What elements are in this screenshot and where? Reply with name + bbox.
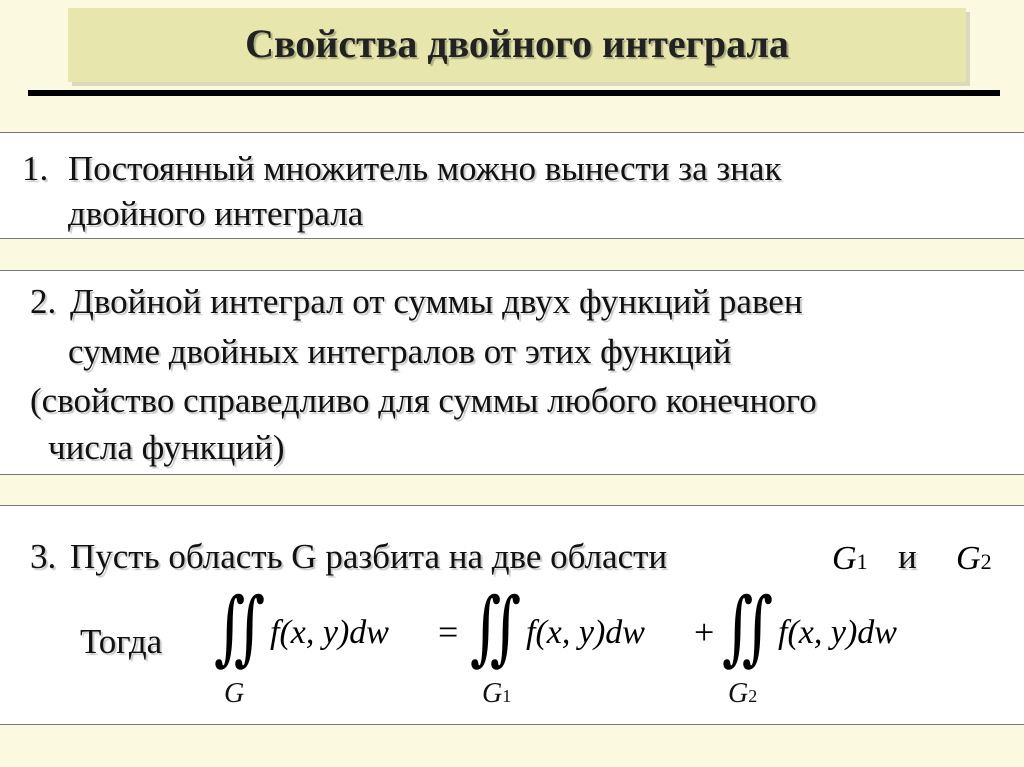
g2-subscript: 2 [980,549,992,574]
property-3-number: 3. [30,537,57,576]
then-word: Тогда [80,622,163,661]
slide-title: Свойства двойного интеграла [245,21,789,66]
region-right-subscript: 2 [748,686,758,706]
region-label-mid [482,678,511,710]
g1-letter: G [832,540,857,577]
region-label-left: G [224,678,245,709]
title-box [68,8,966,82]
integral-sign-mid: ∬ [470,580,522,676]
property-2-line-1: Двойной интеграл от суммы двух функций равен [70,282,803,321]
double-integral-left [214,580,266,676]
property-2-line-3: (свойство справедливо для суммы любого конечного [30,381,817,420]
property-2-number: 2. [30,282,57,321]
region-label-right [728,678,757,710]
property-2-panel [0,270,1024,475]
property-1-number: 1. [22,149,49,188]
double-integral-right [722,580,774,676]
integral-sign-right: ∬ [722,580,774,676]
region-mid-letter: G [482,678,503,709]
region-g1 [832,542,868,576]
integrand-right: f(x, y)dw [778,614,897,651]
property-1-panel [0,132,1024,239]
property-1-line-2: двойного интеграла [68,194,364,233]
title-underline [28,90,1000,96]
region-g2 [956,542,992,576]
property-3-line-1: Пусть область G разбита на две области [70,537,668,576]
property-1-line-1: Постоянный множитель можно вынести за знак [68,149,782,188]
property-3-panel [0,505,1024,725]
and-word: и [898,537,917,576]
plus-sign: + [694,612,715,652]
region-mid-subscript: 1 [502,686,512,706]
equals-sign: = [438,612,459,652]
property-2-line-4: числа функций) [48,428,285,467]
integral-sign-left: ∬ [214,580,266,676]
integrand-mid: f(x, y)dw [526,614,645,651]
g1-subscript: 1 [856,549,868,574]
region-right-letter: G [728,678,749,709]
g2-letter: G [956,540,981,577]
integrand-left: f(x, y)dw [270,614,389,651]
property-2-line-2: сумме двойных интегралов от этих функций [68,332,732,371]
double-integral-mid [470,580,522,676]
